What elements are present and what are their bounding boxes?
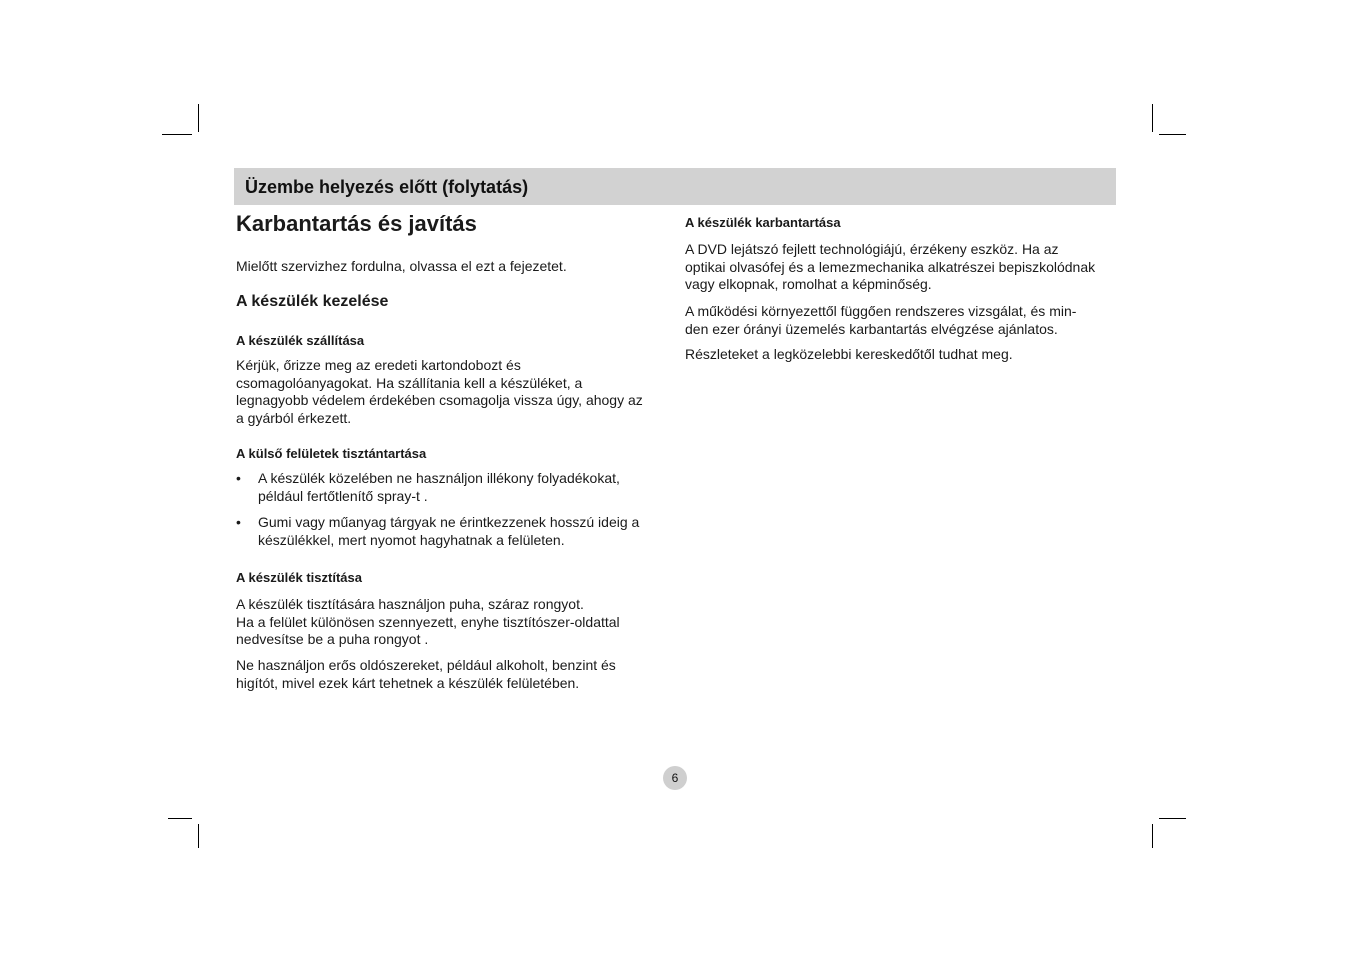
text-line: A készülék közelében ne használjon illékony folyadékokat, (258, 470, 620, 486)
exterior-heading: A külső felületek tisztántartása (236, 446, 427, 461)
crop-mark-bottom-right-h (1159, 818, 1186, 819)
bullet-item (236, 470, 664, 506)
maintenance-paragraph-3: Részleteket a legközelebbi kereskedőtől tudhat meg. (685, 346, 1013, 362)
maintenance-paragraph-1 (685, 241, 1095, 294)
text-line: a gyárból érkezett. (236, 409, 352, 426)
text-line: vagy elkopnak, romolhat a képminőség. (685, 276, 932, 292)
bullet-marker: • (236, 470, 241, 486)
text-line: optikai olvasófej és a lemezmechanika alkatrészei bepiszkolódnak (685, 258, 1096, 275)
text-line: A készülék tisztítására használjon puha, száraz rongyot. (236, 596, 584, 612)
text-line: higítót, mivel ezek kárt tehetnek a készülék felületében. (236, 674, 580, 691)
crop-mark-bottom-left-v (198, 824, 199, 848)
bullet-text (258, 514, 668, 549)
text-line: Ne használjon erős oldószereket, például alkoholt, benzint és (236, 657, 616, 673)
crop-mark-top-right-h (1159, 134, 1186, 135)
crop-mark-bottom-left-h (168, 818, 192, 819)
text-line: den ezer órányi üzemelés karbantartás elvégzése ajánlatos. (685, 320, 1058, 337)
text-line: készülékkel, mert nyomot hagyhatnak a felületen. (258, 531, 565, 548)
cleaning-paragraph-2 (236, 657, 616, 692)
text-line: A DVD lejátszó fejlett technológiájú, érzékeny eszköz. Ha az (685, 241, 1059, 257)
text-line: Gumi vagy műanyag tárgyak ne érintkezzenek hosszú ideig a (258, 514, 640, 530)
shipping-paragraph (236, 357, 643, 427)
intro-text: Mielőtt szervizhez fordulna, olvassa el ezt a fejezetet. (236, 258, 567, 274)
text-line: csomagolóanyagokat. Ha szállítania kell a készüléket, a (236, 374, 583, 391)
section-header-title: Üzembe helyezés előtt (folytatás) (245, 177, 529, 197)
shipping-heading: A készülék szállítása (236, 333, 365, 348)
bullet-marker: • (236, 514, 241, 530)
crop-mark-top-right-v (1152, 104, 1153, 132)
bullet-item (236, 514, 664, 550)
cleaning-paragraph-1 (236, 596, 620, 649)
crop-mark-top-left-h (162, 134, 192, 135)
crop-mark-top-left-v (198, 104, 199, 132)
section-title: A készülék kezelése (236, 293, 389, 310)
bullet-text (258, 470, 668, 505)
maintenance-heading: A készülék karbantartása (685, 215, 841, 230)
text-line: A működési környezettől függően rendszeres vizsgálat, és min- (685, 303, 1077, 319)
text-line: például fertőtlenítő spray-t . (258, 487, 428, 504)
text-line: Kérjük, őrizze meg az eredeti kartondobozt és (236, 357, 521, 373)
section-header-bar (234, 168, 1116, 205)
text-line: Ha a felület különösen szennyezett, enyhe tisztítószer-oldattal (236, 613, 620, 630)
text-line: nedvesítse be a puha rongyot . (236, 631, 429, 647)
page-number: 6 (663, 766, 687, 790)
maintenance-paragraph-2 (685, 303, 1076, 338)
text-line: legnagyobb védelem érdekében csomagolja vissza úgy, ahogy az (236, 392, 643, 408)
page-title: Karbantartás és javítás (236, 211, 477, 236)
cleaning-heading: A készülék tisztítása (236, 570, 362, 585)
crop-mark-bottom-right-v (1152, 824, 1153, 848)
